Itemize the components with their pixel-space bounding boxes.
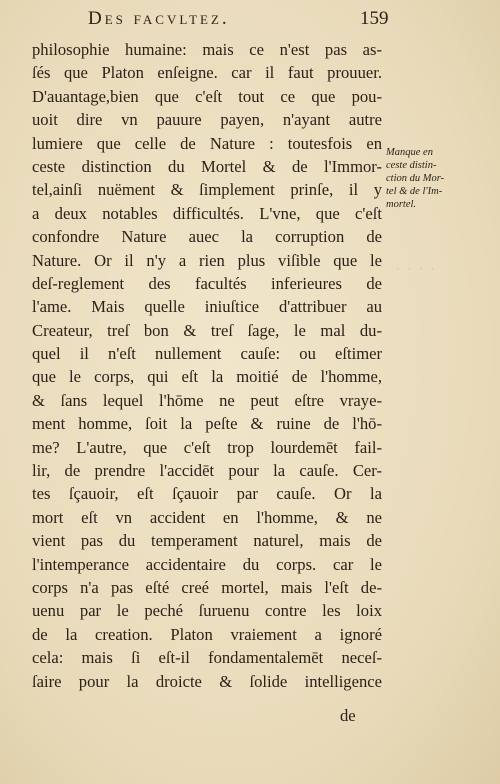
text-line: philosophie humaine: mais ce n'est pas as- bbox=[32, 40, 382, 59]
text-line: l'intemperance accidentaire du corps. car le bbox=[32, 554, 382, 574]
margin-note-line: tel & de l'Im- bbox=[386, 186, 443, 197]
text-line: quel il n'eſt nullement cauſe: ou eſtimer bbox=[32, 344, 382, 364]
text-line: ceste distinction du Mortel & de l'Immor- bbox=[32, 156, 382, 176]
show-through-ink: · · · · bbox=[396, 262, 437, 276]
body-text bbox=[32, 38, 382, 693]
text-line: ſés que Platon enſeigne. car il faut prouuer. bbox=[32, 63, 382, 83]
text-line: tel,ainſi nuëment & ſimplement prinſe, il y bbox=[32, 180, 382, 200]
text-line: Createur, treſ bon & treſ ſage, le mal du- bbox=[32, 320, 382, 340]
text-line: lumiere que celle de Nature : toutesfois en bbox=[32, 133, 382, 153]
text-line: tes ſçauoir, eſt ſçauoir par cauſe. Or la bbox=[32, 484, 382, 504]
text-line: & ſans lequel l'hōme ne peut eſtre vraye- bbox=[32, 390, 382, 410]
text-line: me? L'autre, que c'eſt trop lourdemēt fail- bbox=[32, 437, 382, 457]
margin-note bbox=[386, 146, 486, 211]
text-line: uoit dire vn pauure payen, n'ayant autre bbox=[32, 110, 382, 130]
text-line: mort eſt vn accident en l'homme, & ne bbox=[32, 507, 382, 527]
catchword: de bbox=[340, 706, 356, 725]
text-line: cela: mais ſi eſt-il fondamentalemēt neceſ- bbox=[32, 648, 382, 668]
page-number: 159 bbox=[360, 8, 389, 29]
margin-note-line: ceste distin- bbox=[386, 160, 437, 171]
margin-note-line: Manque en bbox=[386, 147, 433, 158]
text-line: a deux notables difficultés. L'vne, que c'eſt bbox=[32, 203, 382, 223]
text-line: de la creation. Platon vraiement a ignoré bbox=[32, 624, 382, 644]
running-head: Des facvltez. bbox=[88, 8, 230, 29]
text-line: l'ame. Mais quelle iniuſtice d'attribuer au bbox=[32, 297, 382, 317]
page-header bbox=[0, 8, 500, 34]
text-line: Nature. Or il n'y a rien plus viſible que le bbox=[32, 250, 382, 270]
margin-note-line: mortel. bbox=[386, 199, 417, 210]
text-line: corps n'a pas eſté creé mortel, mais l'eſt de- bbox=[32, 577, 382, 597]
text-line: ſaire pour la droicte & ſolide intelligence bbox=[32, 671, 382, 691]
text-line: deſ-reglement des facultés inferieures de bbox=[32, 273, 382, 293]
text-line: vient pas du temperament naturel, mais de bbox=[32, 531, 382, 551]
text-line: D'auantage,bien que c'eſt tout ce que pou- bbox=[32, 86, 382, 106]
margin-note-line: ction du Mor- bbox=[386, 173, 445, 184]
text-line: que le corps, qui eſt la moitié de l'homme, bbox=[32, 367, 382, 387]
text-line: lir, de prendre l'accidēt pour la cauſe. Cer- bbox=[32, 461, 382, 481]
text-line: ment homme, ſoit la peſte & ruine de l'hō- bbox=[32, 414, 382, 434]
text-line: uenu par le peché ſuruenu contre les loix bbox=[32, 601, 382, 621]
text-line: confondre Nature auec la corruption de bbox=[32, 227, 382, 247]
